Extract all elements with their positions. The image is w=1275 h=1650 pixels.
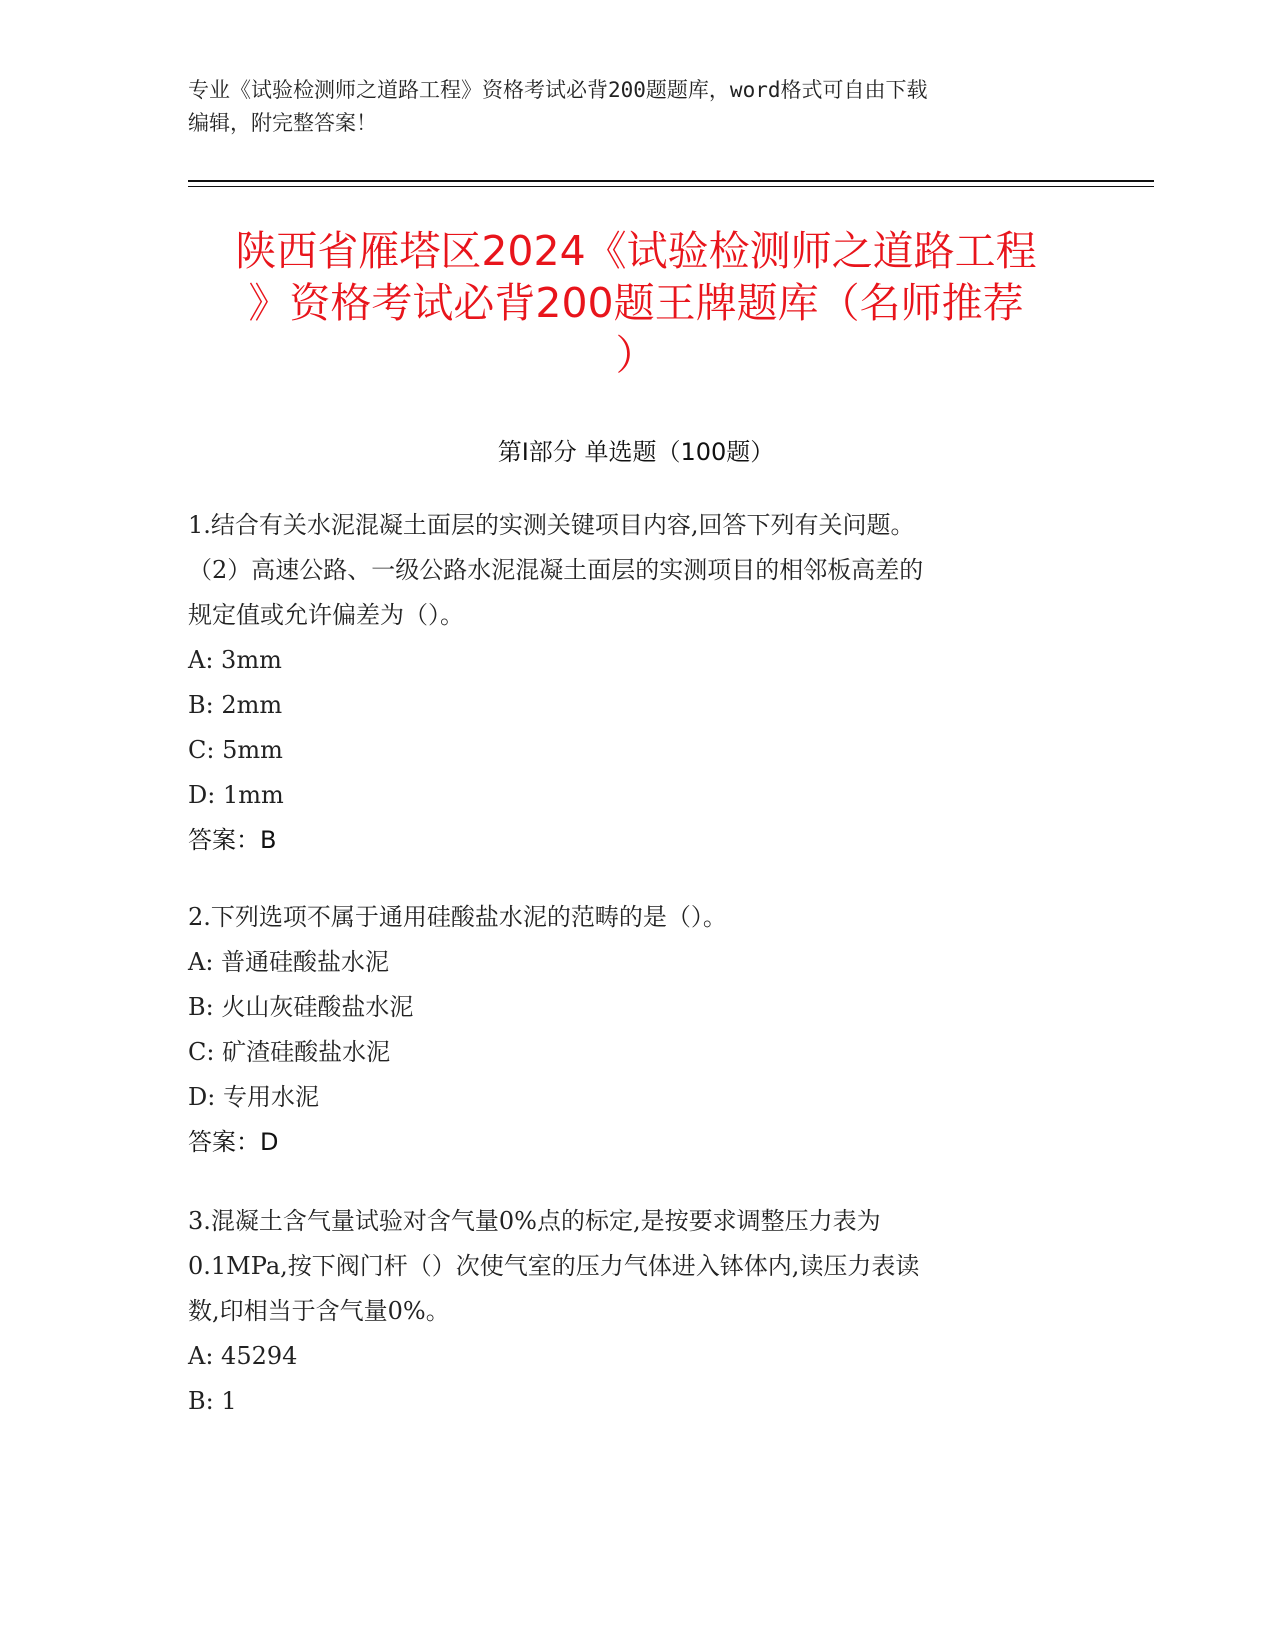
title-line-3: ） xyxy=(615,331,657,379)
option-c: C: 矿渣硅酸盐水泥 xyxy=(188,1038,391,1066)
question-stem-line: 2.下列选项不属于通用硅酸盐水泥的范畴的是（）。 xyxy=(188,903,727,931)
option-a: A: 45294 xyxy=(188,1342,298,1370)
question-3 xyxy=(188,1199,1068,1424)
question-stem-line: 数,印相当于含气量0%。 xyxy=(188,1297,450,1325)
header-divider-thin xyxy=(188,186,1154,187)
answer: 答案：B xyxy=(188,826,277,854)
document-header xyxy=(188,74,1088,140)
answer: 答案：D xyxy=(188,1128,279,1156)
question-stem-line: 0.1MPa,按下阀门杆（）次使气室的压力气体进入钵体内,读压力表读 xyxy=(188,1252,920,1280)
option-b: B: 2mm xyxy=(188,691,283,719)
question-stem-line: 3.混凝土含气量试验对含气量0%点的标定,是按要求调整压力表为 xyxy=(188,1207,881,1235)
option-d: D: 专用水泥 xyxy=(188,1083,319,1111)
document-title xyxy=(188,225,1084,381)
title-line-1: 陕西省雁塔区2024《试验检测师之道路工程 xyxy=(235,227,1037,275)
option-a: A: 普通硅酸盐水泥 xyxy=(188,948,390,976)
question-stem-line: 1.结合有关水泥混凝土面层的实测关键项目内容,回答下列有关问题。 xyxy=(188,511,915,539)
header-line-1: 专业《试验检测师之道路工程》资格考试必背200题题库，word格式可自由下载 xyxy=(188,78,928,102)
question-stem-line: （2）高速公路、一级公路水泥混凝土面层的实测项目的相邻板高差的 xyxy=(188,556,924,584)
question-stem-line: 规定值或允许偏差为（）。 xyxy=(188,601,464,629)
header-divider-thick xyxy=(188,180,1154,182)
option-c: C: 5mm xyxy=(188,736,283,764)
question-2 xyxy=(188,895,1068,1165)
option-b: B: 火山灰硅酸盐水泥 xyxy=(188,993,414,1021)
question-1 xyxy=(188,503,1068,863)
title-line-2: 》资格考试必背200题王牌题库（名师推荐 xyxy=(248,279,1024,327)
section-title: 第I部分 单选题（100题） xyxy=(497,438,775,466)
option-a: A: 3mm xyxy=(188,646,282,674)
option-b: B: 1 xyxy=(188,1387,237,1415)
header-line-2: 编辑，附完整答案！ xyxy=(188,111,377,135)
option-d: D: 1mm xyxy=(188,781,284,809)
